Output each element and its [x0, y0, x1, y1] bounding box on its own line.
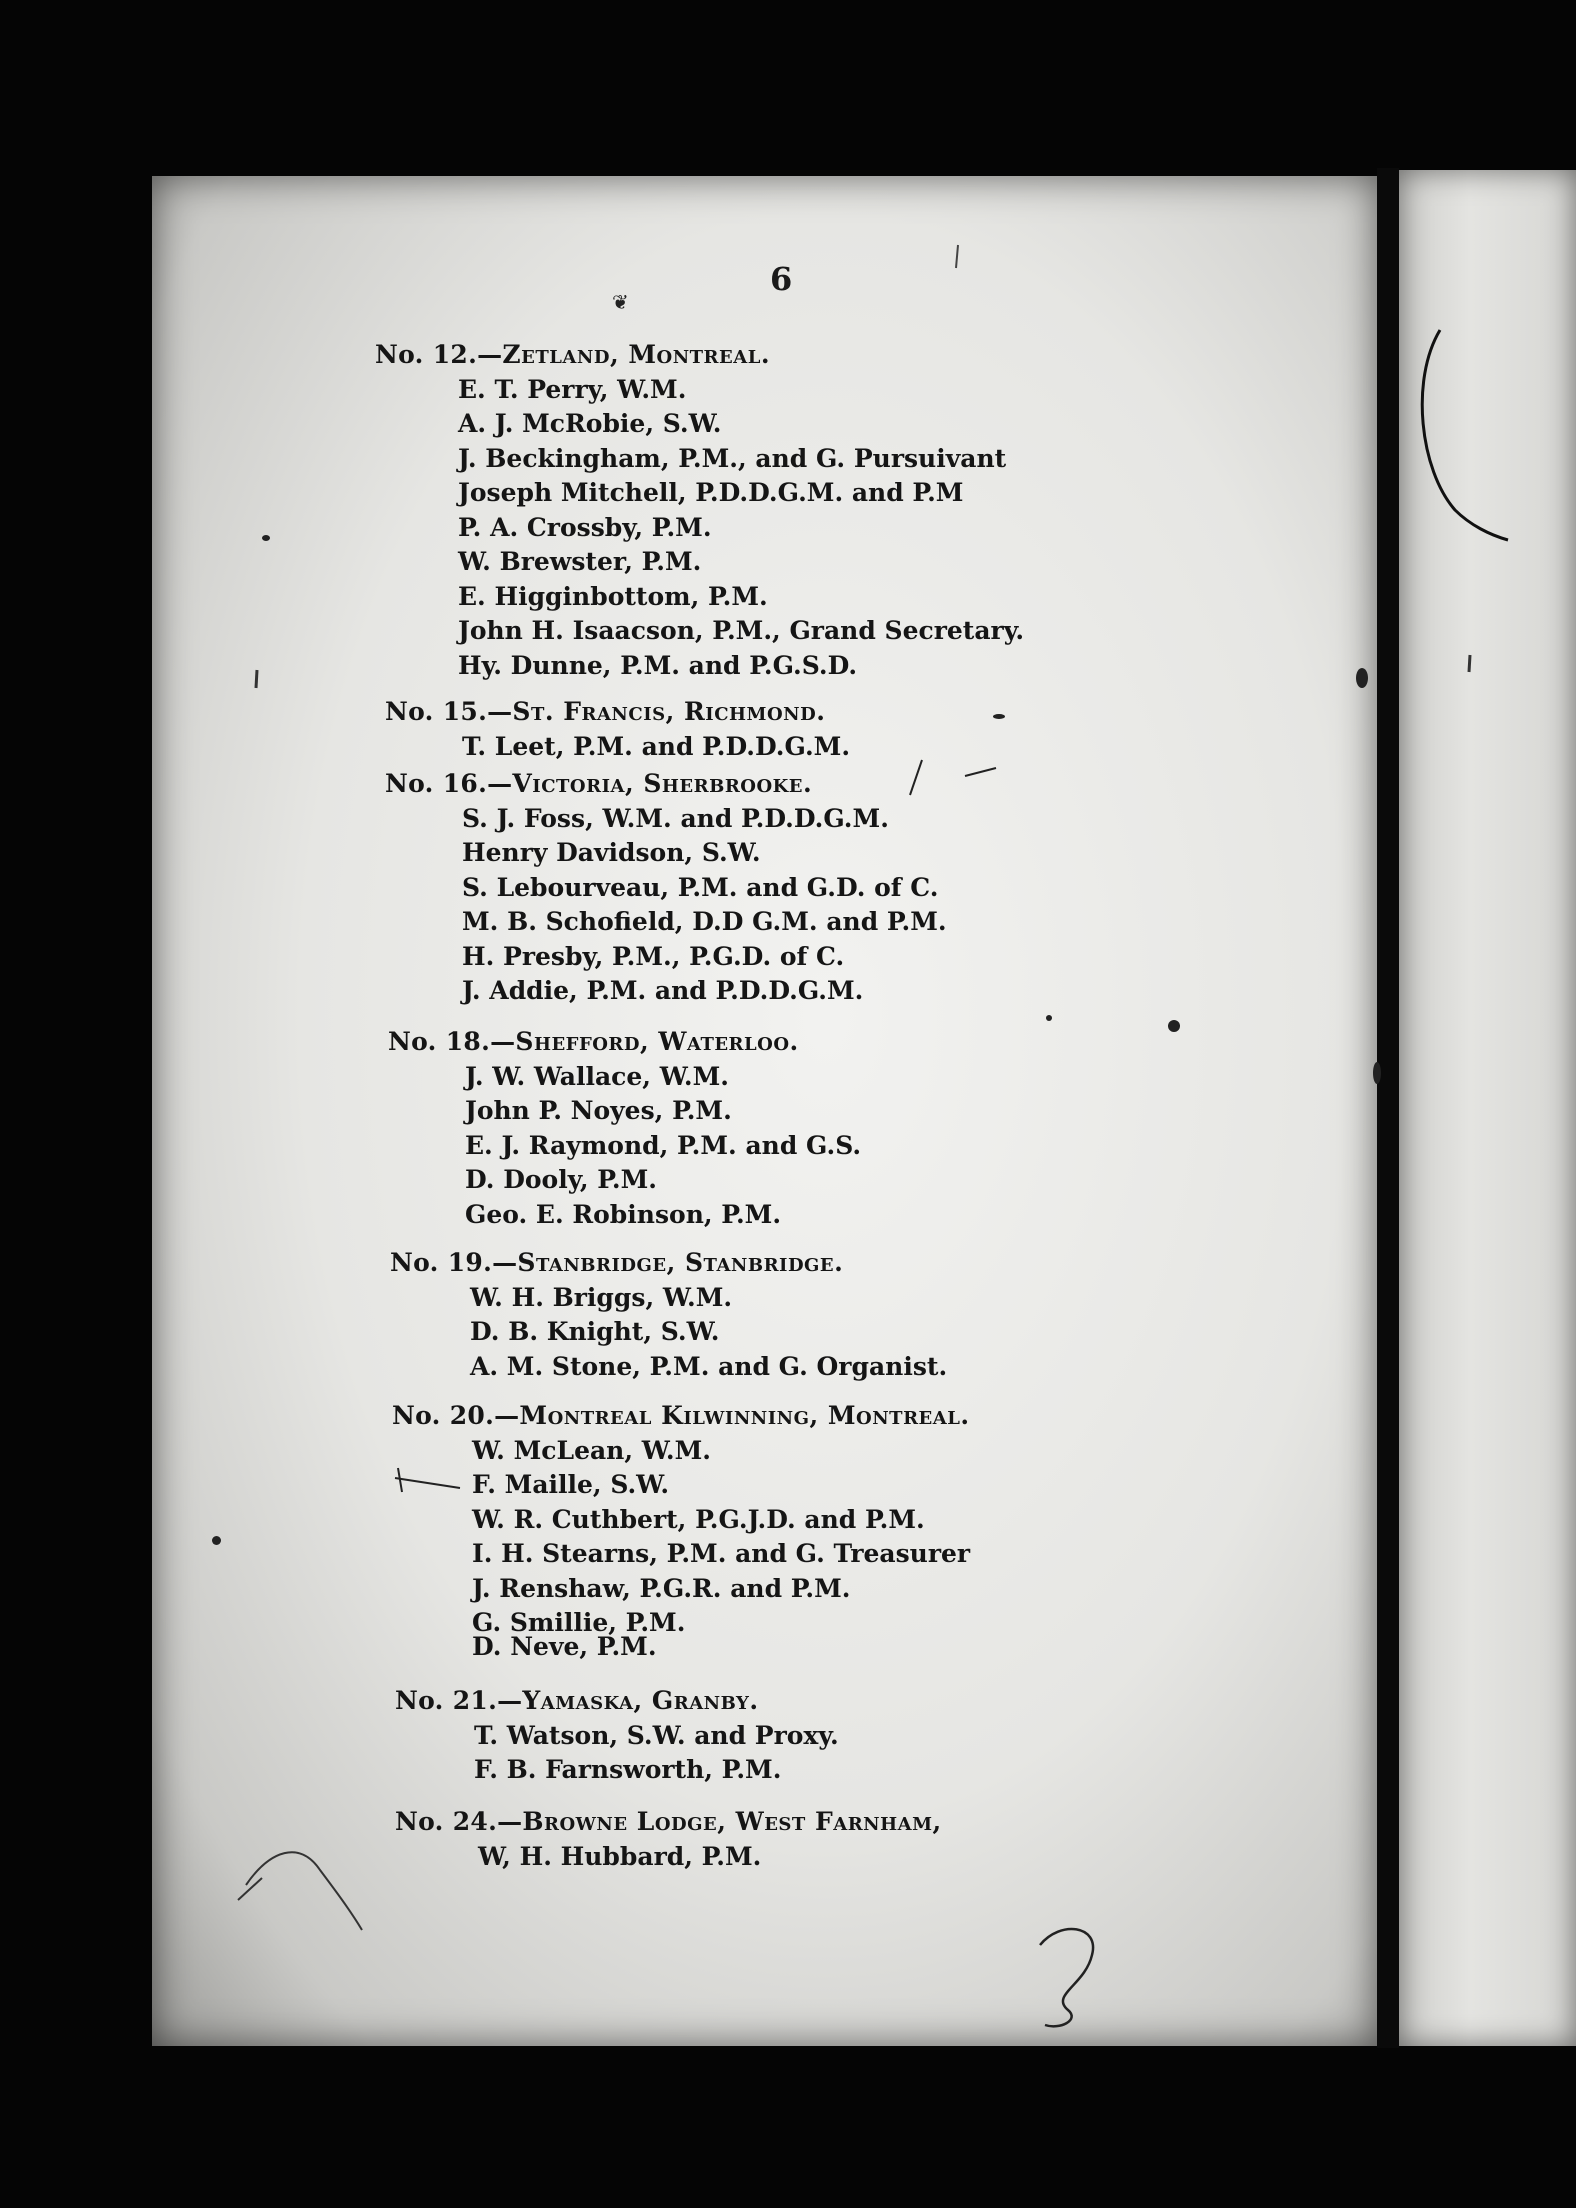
lodge-heading	[395, 1807, 942, 1837]
member-entry: E. Higginbottom, P.M.	[458, 582, 768, 611]
lodge-name: Zetland, Montreal.	[502, 340, 771, 369]
lodge-number: No. 16.—	[385, 769, 513, 798]
member-entry: W, H. Hubbard, P.M.	[478, 1842, 762, 1871]
member-entry: J. Renshaw, P.G.R. and P.M.	[472, 1574, 851, 1603]
member-entry: T. Watson, S.W. and Proxy.	[474, 1721, 839, 1750]
member-entry: M. B. Schofield, D.D G.M. and P.M.	[462, 907, 947, 936]
member-entry: P. A. Crossby, P.M.	[458, 513, 712, 542]
member-entry: D. B. Knight, S.W.	[470, 1317, 720, 1346]
member-entry: John P. Noyes, P.M.	[465, 1096, 732, 1125]
ink-speck	[993, 714, 1005, 719]
lodge-heading	[375, 340, 770, 370]
member-entry: G. Smillie, P.M.	[472, 1608, 686, 1637]
member-entry: H. Presby, P.M., P.G.D. of C.	[462, 942, 845, 971]
member-entry: J. Beckingham, P.M., and G. Pursuivant	[458, 444, 1007, 473]
lodge-number: No. 12.—	[375, 340, 503, 369]
lodge-number: No. 24.—	[395, 1807, 523, 1836]
member-entry: J. Addie, P.M. and P.D.D.G.M.	[462, 976, 864, 1005]
ink-speck	[1046, 1015, 1052, 1021]
member-entry: F. Maille, S.W.	[472, 1470, 670, 1499]
member-entry: E. T. Perry, W.M.	[458, 375, 687, 404]
lodge-number: No. 21.—	[395, 1686, 523, 1715]
member-entry: A. M. Stone, P.M. and G. Organist.	[470, 1352, 948, 1381]
member-entry: John H. Isaacson, P.M., Grand Secretary.	[458, 616, 1025, 645]
lodge-number: No. 19.—	[390, 1248, 518, 1277]
lodge-number: No. 18.—	[388, 1027, 516, 1056]
lodge-name: Stanbridge, Stanbridge.	[517, 1248, 844, 1277]
member-entry: D. Neve, P.M.	[472, 1632, 657, 1661]
member-entry: J. W. Wallace, W.M.	[465, 1062, 729, 1091]
ink-speck	[1168, 1020, 1180, 1032]
lodge-heading	[395, 1686, 759, 1716]
ink-speck	[212, 1536, 221, 1545]
lodge-number: No. 20.—	[392, 1401, 520, 1430]
lodge-heading	[390, 1248, 843, 1278]
member-entry: I. H. Stearns, P.M. and G. Treasurer	[472, 1539, 971, 1568]
lodge-number: No. 15.—	[385, 697, 513, 726]
member-entry: E. J. Raymond, P.M. and G.S.	[465, 1131, 862, 1160]
member-entry: S. J. Foss, W.M. and P.D.D.G.M.	[462, 804, 889, 833]
lodge-name: Victoria, Sherbrooke.	[512, 769, 813, 798]
ink-speck	[1356, 668, 1368, 688]
lodge-heading	[392, 1401, 970, 1431]
lodge-heading	[388, 1027, 799, 1057]
lodge-name: Yamaska, Granby.	[522, 1686, 759, 1715]
lodge-name: Montreal Kilwinning, Montreal.	[519, 1401, 970, 1430]
member-entry: A. J. McRobie, S.W.	[458, 409, 722, 438]
ink-speck	[262, 535, 270, 541]
member-entry: Henry Davidson, S.W.	[462, 838, 761, 867]
member-entry: S. Lebourveau, P.M. and G.D. of C.	[462, 873, 939, 902]
page-number: 6	[770, 260, 793, 298]
member-entry: Joseph Mitchell, P.D.D.G.M. and P.M	[458, 478, 964, 507]
member-entry: Geo. E. Robinson, P.M.	[465, 1200, 782, 1229]
lodge-name: Browne Lodge, West Farnham,	[522, 1807, 942, 1836]
lodge-name: Shefford, Waterloo.	[515, 1027, 799, 1056]
lodge-name: St. Francis, Richmond.	[512, 697, 826, 726]
ink-speck	[1373, 1062, 1381, 1084]
member-entry: T. Leet, P.M. and P.D.D.G.M.	[462, 732, 851, 761]
member-entry: W. McLean, W.M.	[472, 1436, 712, 1465]
member-entry: W. Brewster, P.M.	[458, 547, 702, 576]
member-entry: D. Dooly, P.M.	[465, 1165, 658, 1194]
member-entry: W. R. Cuthbert, P.G.J.D. and P.M.	[472, 1505, 925, 1534]
member-entry: W. H. Briggs, W.M.	[470, 1283, 733, 1312]
lodge-heading	[385, 769, 812, 799]
member-entry: F. B. Farnsworth, P.M.	[474, 1755, 782, 1784]
member-entry: Hy. Dunne, P.M. and P.G.S.D.	[458, 651, 858, 680]
ornament-mark: ❦	[612, 290, 629, 314]
lodge-heading	[385, 697, 825, 727]
